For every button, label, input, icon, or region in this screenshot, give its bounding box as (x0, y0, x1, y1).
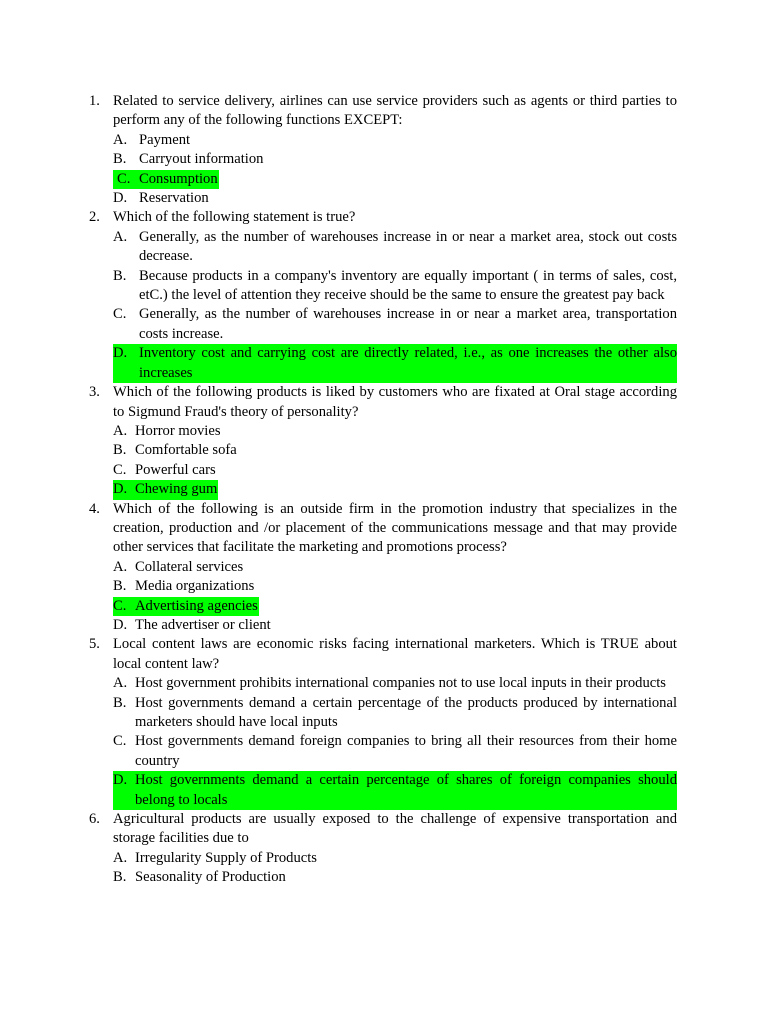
option-b (113, 150, 677, 169)
option-a (113, 228, 677, 267)
option-letter: D. (113, 190, 128, 207)
option-d-highlighted (113, 771, 677, 810)
question-2 (89, 208, 677, 383)
option-list (113, 228, 677, 383)
option-b (113, 694, 677, 733)
option-c (113, 461, 677, 480)
highlight-mark (113, 480, 218, 499)
question-1 (89, 92, 677, 208)
option-d (113, 189, 677, 208)
option-c (113, 732, 677, 771)
question-6 (89, 810, 677, 888)
option-letter: C. (113, 306, 127, 323)
question-5 (89, 635, 677, 810)
option-a (113, 674, 677, 693)
option-list (113, 131, 677, 209)
option-a (113, 558, 677, 577)
option-b (113, 868, 677, 887)
option-c (113, 305, 677, 344)
option-list (113, 849, 677, 888)
option-a (113, 131, 677, 150)
question-number: 6. (89, 811, 100, 828)
highlight-mark (113, 170, 219, 189)
option-text: Generally, as the number of warehouses increase in or near a market area, transportation costs increase. (139, 306, 677, 342)
option-text: Host governments demand foreign companies to bring all their resources from their home country (135, 733, 677, 769)
question-number: 1. (89, 93, 100, 109)
option-letter: D. (113, 345, 128, 362)
option-text: Host government prohibits international companies not to use local inputs in their products (135, 675, 666, 692)
option-letter: C. (113, 597, 127, 614)
option-text: Host governments demand a certain percentage of shares of foreign companies should belong to locals (135, 772, 677, 808)
option-text: Inventory cost and carrying cost are directly related, i.e., as one increases the other also increases (139, 345, 677, 381)
option-d (113, 616, 677, 635)
option-letter: D. (113, 772, 128, 789)
option-b (113, 267, 677, 306)
option-letter: B. (113, 578, 127, 595)
option-text: Powerful cars (135, 461, 216, 478)
option-text: Carryout information (139, 151, 264, 168)
question-number: 3. (89, 384, 100, 401)
option-text: Media organizations (135, 578, 255, 595)
option-text: Irregularity Supply of Products (135, 849, 317, 866)
option-text: Collateral services (135, 558, 244, 575)
option-letter: A. (113, 422, 128, 439)
option-letter: B. (113, 267, 127, 284)
option-list (113, 674, 677, 810)
option-c-highlighted (113, 170, 677, 189)
option-d-highlighted (113, 344, 677, 383)
option-letter: A. (113, 131, 128, 148)
option-text: Consumption (139, 170, 218, 187)
question-text: Which of the following products is liked by customers who are fixated at Oral stage according to Sigmund Fraud's theory of personality? (113, 384, 677, 420)
option-letter: C. (117, 170, 131, 187)
option-list (113, 422, 677, 500)
option-text: Reservation (139, 190, 209, 207)
option-c-highlighted (113, 597, 677, 616)
option-b (113, 441, 677, 460)
option-letter: A. (113, 675, 128, 692)
option-text: Generally, as the number of warehouses increase in or near a market area, stock out costs decrease. (139, 228, 677, 265)
option-text: Horror movies (135, 422, 221, 439)
document-page (0, 92, 768, 888)
option-list (113, 558, 677, 636)
option-letter: C. (113, 461, 127, 478)
option-letter: B. (113, 151, 127, 168)
option-b (113, 577, 677, 596)
option-letter: A. (113, 228, 128, 245)
option-text: Seasonality of Production (135, 869, 286, 886)
option-a (113, 422, 677, 441)
option-text: Comfortable sofa (135, 442, 237, 459)
option-letter: B. (113, 442, 127, 459)
question-text: Which of the following statement is true? (113, 209, 356, 226)
option-text: Because products in a company's inventory are equally important ( in terms of sales, cost, etC.) the level of attention they receive should be the same to ensure the greatest pay back (139, 267, 677, 304)
option-letter: A. (113, 558, 128, 575)
question-3 (89, 383, 677, 499)
option-letter: B. (113, 694, 127, 711)
question-4 (89, 500, 677, 636)
option-letter: D. (113, 616, 128, 633)
option-text: Host governments demand a certain percentage of the products produced by international marketers should have local inputs (135, 694, 677, 730)
option-d-highlighted (113, 480, 677, 499)
option-text: Payment (139, 131, 191, 148)
question-number: 2. (89, 209, 100, 226)
question-text: Which of the following is an outside firm in the promotion industry that specializes in the creation, production and /or placement of the communications message and that may provide other services that facilitate the marketing and promotions process? (113, 500, 677, 556)
option-letter: A. (113, 849, 128, 866)
question-text: Agricultural products are usually exposed to the challenge of expensive transportation and storage facilities due to (113, 811, 677, 847)
highlight-mark (113, 597, 259, 616)
question-text: Local content laws are economic risks facing international marketers. Which is TRUE about local content law? (113, 636, 677, 672)
option-text: Chewing gum (135, 481, 218, 498)
option-letter: C. (113, 733, 127, 750)
option-text: The advertiser or client (135, 616, 271, 633)
question-text: Related to service delivery, airlines can use service providers such as agents or third parties to perform any of the following functions EXCEPT: (113, 93, 677, 129)
option-text: Advertising agencies (135, 597, 258, 614)
question-number: 4. (89, 500, 100, 517)
option-a (113, 849, 677, 868)
option-letter: B. (113, 869, 127, 886)
option-letter: D. (113, 481, 128, 498)
question-number: 5. (89, 636, 100, 653)
